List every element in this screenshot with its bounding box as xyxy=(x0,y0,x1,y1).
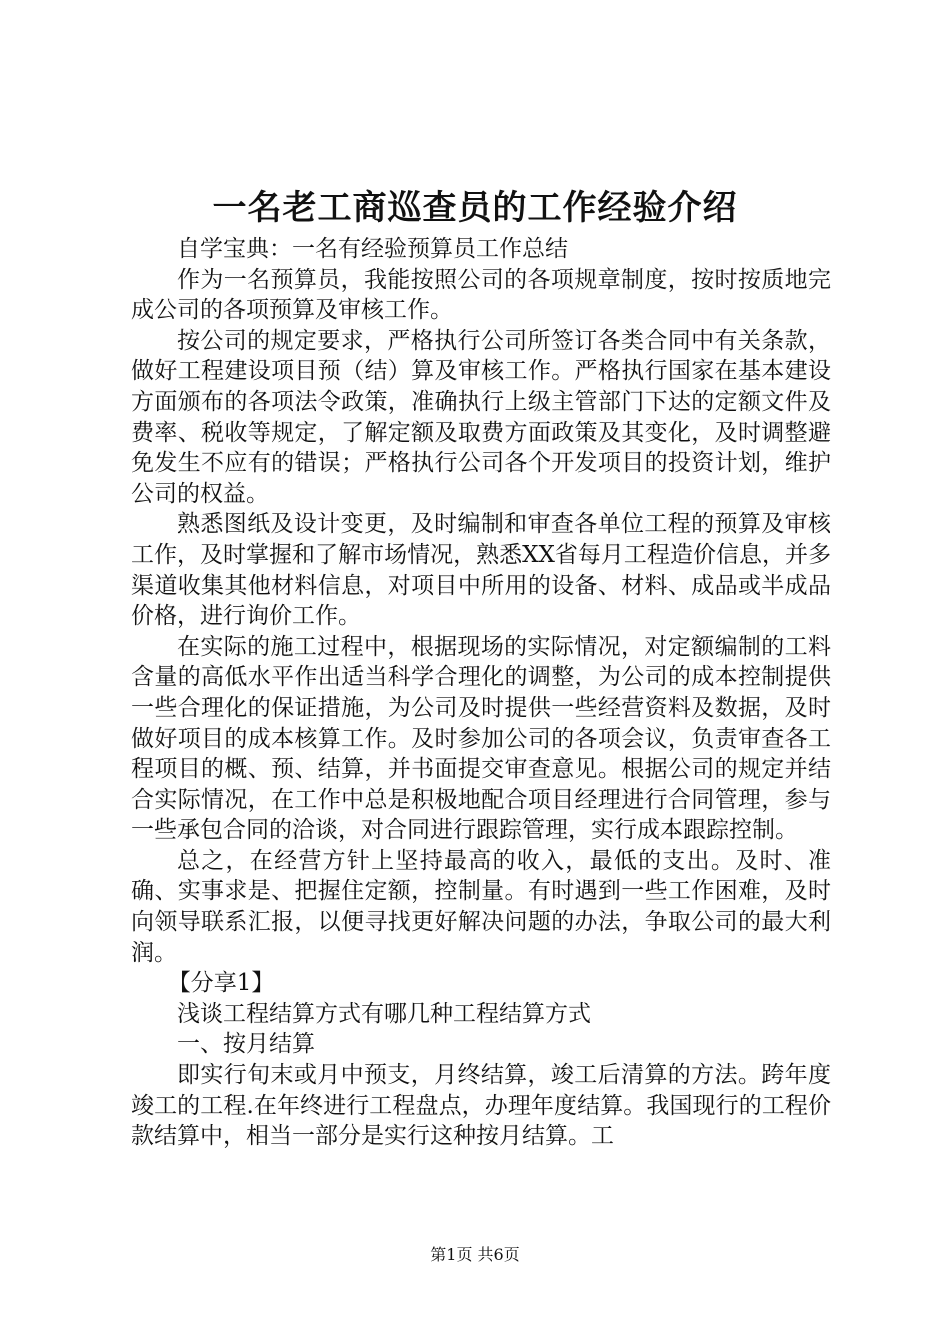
paragraph: 熟悉图纸及设计变更，及时编制和审查各单位工程的预算及审核工作，及时掌握和了解市场情况，熟悉XX省每月工程造价信息，并多渠道收集其他材料信息，对项目中所用的设备、材料、成品或半成品价格，进行询价工作。 xyxy=(131,511,831,630)
paragraph: 在实际的施工过程中，根据现场的实际情况，对定额编制的工料含量的高低水平作出适当科学合理化的调整，为公司的成本控制提供一些合理化的保证措施，为公司及时提供一些经营资料及数据，及时做好项目的成本核算工作。及时参加公司的各项会议，负责审查各工程项目的概、预、结算，并书面提交审查意见。根据公司的规定并结合实际情况，在工作中总是积极地配合项目经理进行合同管理，参与一些承包合同的洽谈，对合同进行跟踪管理，实行成本跟踪控制。 xyxy=(131,633,831,844)
share-heading: 【分享1】 xyxy=(167,970,275,997)
paragraph: 即实行旬末或月中预支，月终结算，竣工后清算的方法。跨年度竣工的工程.在年终进行工程盘点，办理年度结算。我国现行的工程价款结算中，相当一部分是实行这种按月结算。工 xyxy=(131,1062,831,1150)
paragraph: 自学宝典：一名有经验预算员工作总结 xyxy=(177,236,568,262)
document-title: 一名老工商巡查员的工作经验介绍 xyxy=(212,188,738,228)
document-body xyxy=(131,234,831,1152)
paragraph: 总之，在经营方针上坚持最高的收入，最低的支出。及时、准确、实事求是、把握住定额，控制量。有时遇到一些工作困难，及时向领导联系汇报，以便寻找更好解决问题的办法，争取公司的最大利润。 xyxy=(131,847,831,966)
page-number: 第1页 共6页 xyxy=(430,1245,520,1264)
section-title: 浅谈工程结算方式有哪几种工程结算方式 xyxy=(177,1000,591,1027)
section-heading: 一、按月结算 xyxy=(177,1031,315,1058)
paragraph: 作为一名预算员，我能按照公司的各项规章制度，按时按质地完成公司的各项预算及审核工作。 xyxy=(131,266,831,324)
paragraph: 按公司的规定要求，严格执行公司所签订各类合同中有关条款，做好工程建设项目预（结）算及审核工作。严格执行国家在基本建设方面颁布的各项法令政策，准确执行上级主管部门下达的定额文件及费率、税收等规定，了解定额及取费方面政策及其变化，及时调整避免发生不应有的错误；严格执行公司各个开发项目的投资计划，维护公司的权益。 xyxy=(131,327,831,507)
